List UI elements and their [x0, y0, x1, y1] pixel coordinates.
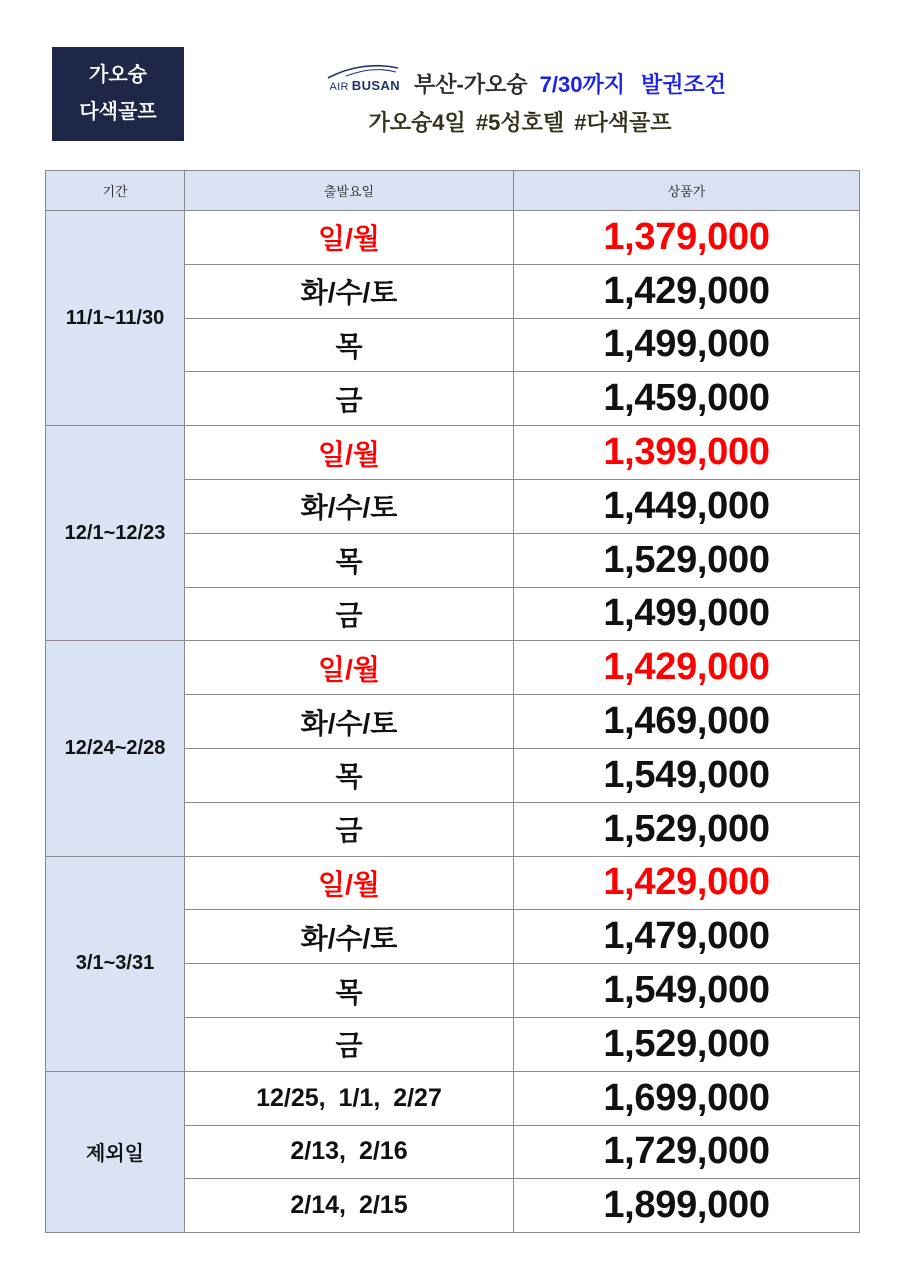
table-row [46, 426, 860, 480]
logo-busan-text: BUSAN [351, 77, 401, 93]
column-header-days: 출발요일 [185, 171, 514, 211]
price-cell: 1,429,000 [514, 264, 860, 318]
price-cell: 1,529,000 [514, 533, 860, 587]
air-busan-logo [324, 63, 400, 94]
departure-days-cell: 일/월 [185, 211, 514, 265]
period-cell: 제외일 [46, 1071, 185, 1232]
package-subtitle: 가오슝4일 #5성호텔 #다색골프 [368, 110, 672, 135]
price-cell: 1,459,000 [514, 372, 860, 426]
excluded-dates-cell: 2/14, 2/15 [185, 1179, 514, 1233]
price-cell: 1,899,000 [514, 1179, 860, 1233]
column-header-period: 기간 [46, 171, 185, 211]
price-cell: 1,499,000 [514, 587, 860, 641]
period-cell: 3/1~3/31 [46, 856, 185, 1071]
table-row [46, 1071, 860, 1125]
product-badge [52, 47, 184, 141]
price-table [45, 170, 860, 1233]
price-cell: 1,479,000 [514, 910, 860, 964]
price-cell: 1,379,000 [514, 211, 860, 265]
logo-air-text: AIR [329, 80, 349, 93]
badge-line-1: 가오슝 [89, 64, 147, 86]
badge-line-2: 다색골프 [79, 101, 157, 123]
price-cell: 1,429,000 [514, 641, 860, 695]
excluded-dates-cell: 12/25, 1/1, 2/27 [185, 1071, 514, 1125]
price-cell: 1,399,000 [514, 426, 860, 480]
ticketing-deadline: 7/30까지 [539, 71, 625, 97]
price-cell: 1,469,000 [514, 695, 860, 749]
departure-days-cell: 일/월 [185, 856, 514, 910]
departure-days-cell: 화/수/토 [185, 264, 514, 318]
table-row [46, 211, 860, 265]
departure-days-cell: 목 [185, 318, 514, 372]
table-header-row [46, 171, 860, 211]
departure-days-cell: 목 [185, 964, 514, 1018]
price-cell: 1,529,000 [514, 802, 860, 856]
wing-swoosh-icon [324, 63, 400, 79]
price-cell: 1,429,000 [514, 856, 860, 910]
column-header-price: 상품가 [514, 171, 860, 211]
departure-days-cell: 목 [185, 533, 514, 587]
departure-days-cell: 화/수/토 [185, 910, 514, 964]
table-row [46, 641, 860, 695]
departure-days-cell: 일/월 [185, 641, 514, 695]
departure-days-cell: 목 [185, 748, 514, 802]
table-row [46, 856, 860, 910]
departure-days-cell: 금 [185, 802, 514, 856]
departure-days-cell: 금 [185, 587, 514, 641]
price-cell: 1,729,000 [514, 1125, 860, 1179]
price-cell: 1,549,000 [514, 964, 860, 1018]
price-cell: 1,699,000 [514, 1071, 860, 1125]
departure-days-cell: 금 [185, 372, 514, 426]
price-cell: 1,499,000 [514, 318, 860, 372]
price-cell: 1,529,000 [514, 1017, 860, 1071]
price-cell: 1,449,000 [514, 479, 860, 533]
departure-days-cell: 화/수/토 [185, 479, 514, 533]
period-cell: 12/1~12/23 [46, 426, 185, 641]
route-title: 부산-가오슝 [414, 71, 528, 97]
period-cell: 11/1~11/30 [46, 211, 185, 426]
excluded-dates-cell: 2/13, 2/16 [185, 1125, 514, 1179]
departure-days-cell: 금 [185, 1017, 514, 1071]
departure-days-cell: 화/수/토 [185, 695, 514, 749]
price-cell: 1,549,000 [514, 748, 860, 802]
title-line [285, 63, 765, 103]
ticketing-condition: 발권조건 [640, 71, 726, 97]
period-cell: 12/24~2/28 [46, 641, 185, 856]
departure-days-cell: 일/월 [185, 426, 514, 480]
